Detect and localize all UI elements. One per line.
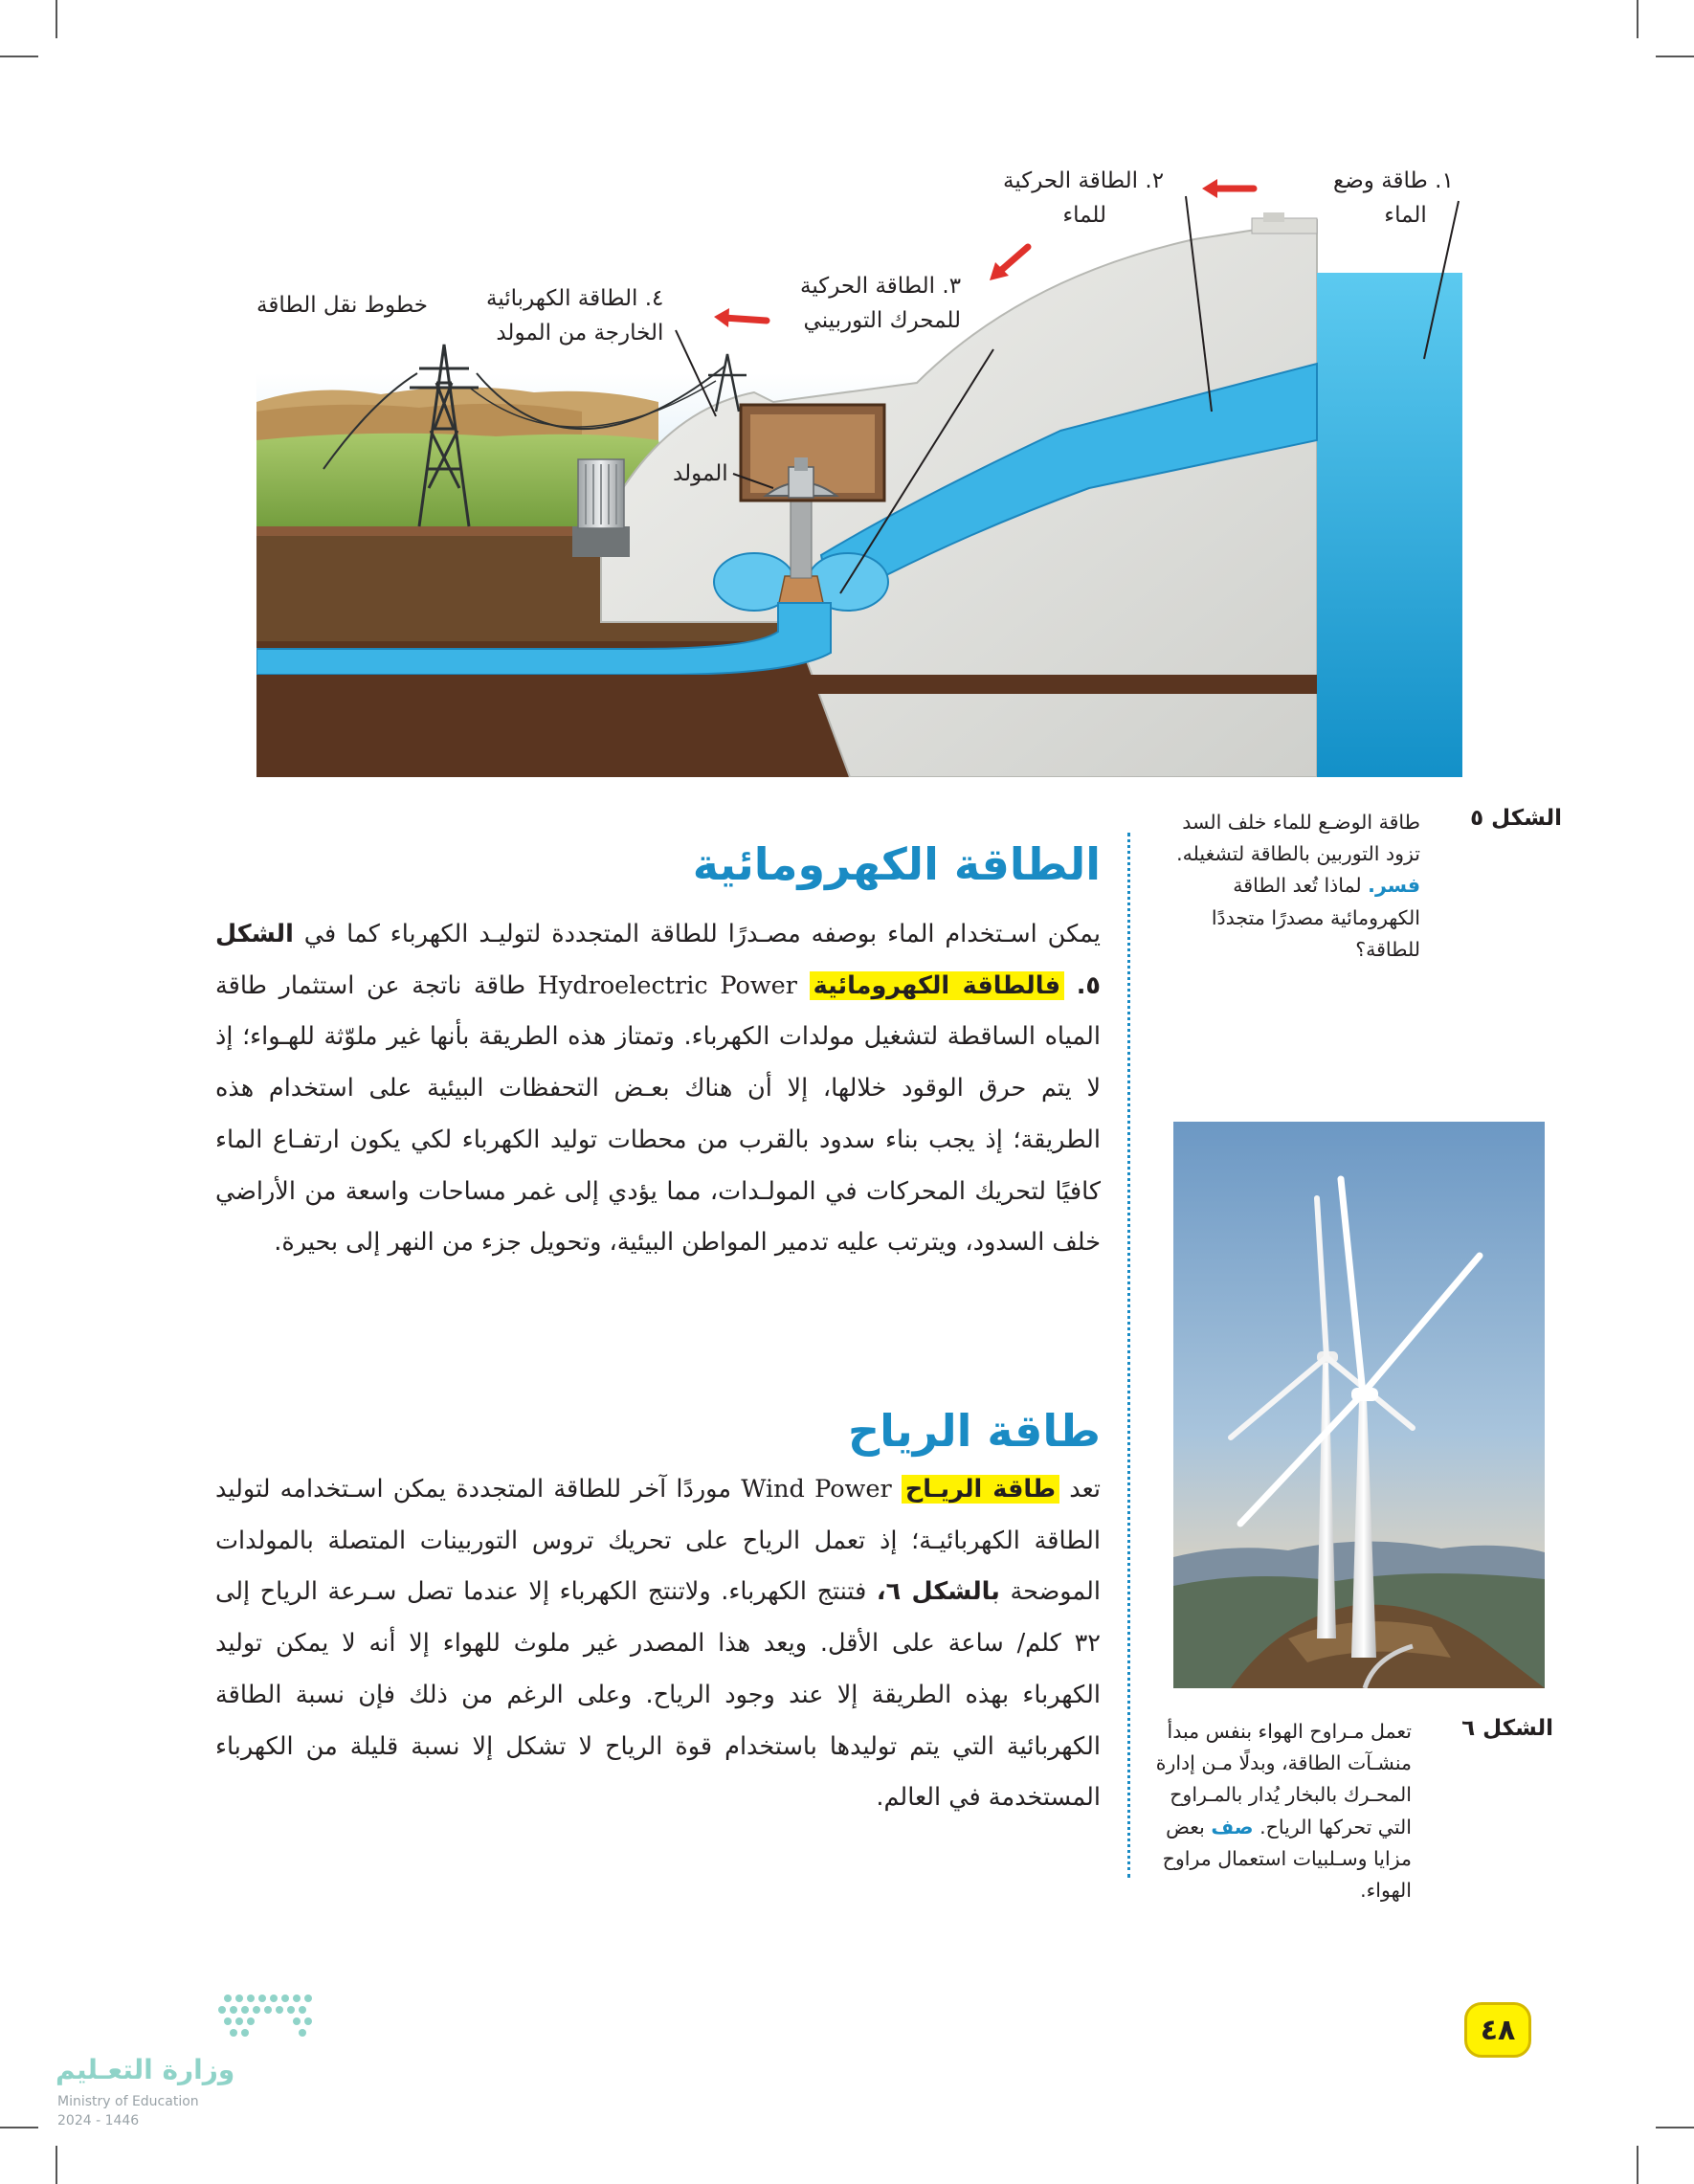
dam-diagram <box>256 124 1462 777</box>
section-title-wind: طاقة الرياح <box>848 1405 1101 1457</box>
term-highlight: فالطاقة الكهرومائية <box>810 971 1064 1000</box>
arrow-icon <box>990 247 1028 280</box>
label-generator: المولد <box>673 461 728 486</box>
crop-mark <box>0 56 38 57</box>
wind-turbine-illustration <box>1173 1122 1545 1688</box>
wind-turbines-photo <box>1173 1122 1545 1688</box>
label-water-kinetic: ٢. الطاقة الحركية للماء <box>1003 168 1165 228</box>
figure5-label: الشكل ٥ <box>1470 806 1562 831</box>
question-verb: فسر. <box>1368 874 1420 898</box>
figure5-caption: طاقة الوضـع للماء خلف السد تزود التوربين بالطاقة لتشغيله. فسر. لماذا تُعد الطاقة الكهرومائية مصدرًا متجددًا للطاقة؟ <box>1176 811 1420 961</box>
figure-reference: الشكل ٥. <box>215 920 1101 1000</box>
crop-mark <box>56 2146 57 2184</box>
label-electric-energy: ٤. الطاقة الكهربائية الخارجة من المولد <box>486 286 664 345</box>
question-verb: صف <box>1211 1815 1254 1839</box>
figure-reference: بالشكل ٦، <box>876 1577 1000 1607</box>
crop-mark <box>56 0 57 38</box>
column-divider <box>1127 833 1130 1878</box>
dam-illustration <box>256 124 1462 777</box>
term-highlight: طاقة الريـاح <box>902 1475 1059 1504</box>
page-number: ٤٨ <box>1464 2002 1531 2058</box>
crop-mark <box>1637 2146 1638 2184</box>
ministry-name-ar: وزارة التعـليم <box>56 2054 235 2085</box>
ministry-logo <box>56 1989 323 2132</box>
ministry-year: 2024 - 1446 <box>57 2113 140 2128</box>
term-english: Hydroelectric Power <box>537 970 797 1000</box>
figure6-caption: تعمل مـراوح الهواء بنفس مبدأ منشـآت الطاقة، وبدلًا مـن إدارة المحـرك بالبخار يُدار بالمـراوح التي تحركها الرياح. صف بعض مزايا وسـلبيات استعمال مراوح الهواء. <box>1155 1720 1412 1903</box>
wind-paragraph: تعد طاقة الريـاح Wind Power موردًا آخر للطاقة المتجددة يمكن اسـتخدامه لتوليد الطاقة الكهربائيـة؛ إذ تعمل الرياح على تحريك تروس التوربينات المتصلة بالمولدات الموضحة بالشكل ٦، فتنتج الكهرباء. ولاتنتج الكهرباء إلا عندما تصل سـرعة الرياح إلى ٣٢ كلم/ ساعة على الأقل. ويعد هذا المصدر غير ملوث للهواء إلا أنه لا يمكن توليد الكهرباء بهذه الطريقة إلا عند وجود الرياح. وعلى الرغم من ذلك فإن نسبة الطاقة الكهربائية التي يتم توليدها باستخدام قوة الرياح لا تشكل إلا نسبة قليلة من الكهرباء المستخدمة في العالم. <box>215 1475 1102 1813</box>
crop-mark <box>0 2127 38 2128</box>
term-english: Wind Power <box>741 1475 892 1504</box>
section-title-hydro: الطاقة الكهرومائية <box>692 838 1101 890</box>
crop-mark <box>1656 56 1694 57</box>
ministry-name-en: Ministry of Education <box>57 2094 199 2109</box>
label-turbine-kinetic: ٣. الطاقة الحركية للمحرك التوربيني <box>800 274 962 333</box>
ministry-emblem-icon <box>113 1989 362 2046</box>
arrow-icon <box>1202 179 1254 198</box>
figure6-label: الشكل ٦ <box>1461 1716 1553 1741</box>
label-potential-energy: ١. طاقة وضع الماء <box>1333 168 1454 228</box>
crop-mark <box>1637 0 1638 38</box>
hydro-paragraph: يمكن اسـتخدام الماء بوصفه مصـدرًا للطاقة المتجددة لتوليـد الكهرباء كما في الشكل ٥. فالطاقة الكهرومائية Hydroelectric Power طاقة ناتجة عن استثمار طاقة المياه الساقطة لتشغيل مولدات الكهرباء. وتمتاز هذه الطريقة بأنها غير ملوّثة للهـواء؛ إذ لا يتم حرق الوقود خلالها، إلا أن هناك بعـض التحفظات البيئية على استخدام هذه الطريقة؛ إذ يجب بناء سدود بالقرب من محطات توليد الكهرباء لكي يكون ارتفـاع الماء كافيًا لتحريك المحركات في المولـدات، مما يؤدي إلى غمر مساحات واسعة من الأراضي خلف السدود، ويترتب عليه تدمير المواطن البيئية، وتحويل جزء من النهر إلى بحيرة. <box>215 920 1101 1258</box>
crop-mark <box>1656 2127 1694 2128</box>
label-power-lines: خطوط نقل الطاقة <box>256 293 428 318</box>
